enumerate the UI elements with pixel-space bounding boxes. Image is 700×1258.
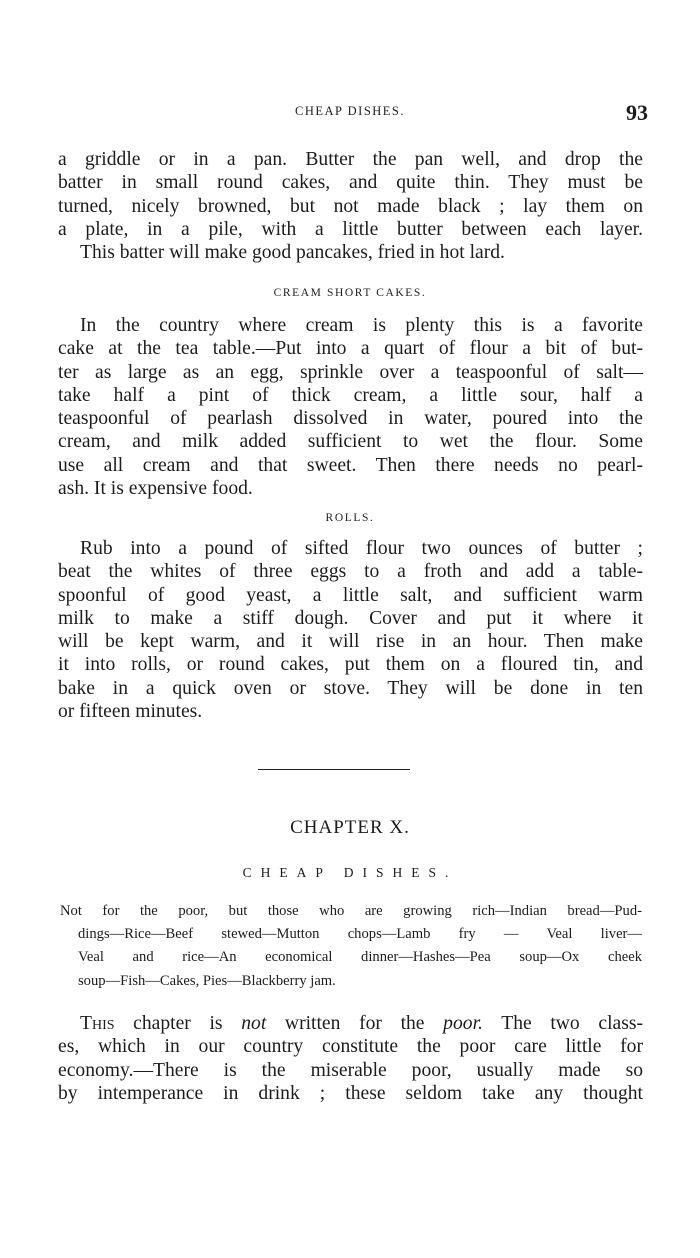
text-line: beat the whites of three eggs to a froth and add a table- [58, 561, 643, 583]
paragraph-rolls [58, 537, 643, 723]
text-line: spoonful of good yeast, a little salt, and sufficient warm [58, 584, 643, 606]
text-line: In the country where cream is plenty this is a favorite [80, 315, 643, 336]
summary-line: soup—Fish—Cakes, Pies—Blackberry jam. [78, 972, 336, 989]
text-line: it into rolls, or round cakes, put them on a floured tin, and [58, 654, 643, 676]
text-line: ash. It is expensive food. [58, 478, 253, 500]
chapter-summary [60, 900, 642, 993]
running-title: CHEAP DISHES. [294, 104, 406, 118]
text-line: bake in a quick oven or stove. They will be done in ten [58, 677, 643, 699]
text-line: by intemperance in drink ; these seldom take any thought [58, 1082, 643, 1104]
chapter-subtitle: CHEAP DISHES. [242, 865, 458, 880]
text-line: cream, and milk added sufficient to wet the flour. Some [58, 431, 643, 453]
text-line [58, 1012, 643, 1035]
chapter-title: CHAPTER X. [290, 817, 410, 838]
section-heading-cream-short-cakes: CREAM SHORT CAKES. [273, 287, 427, 299]
text-line: This batter will make good pancakes, fried in hot lard. [80, 242, 505, 264]
text-fragment: chapter is [114, 1013, 242, 1034]
section-divider [258, 769, 410, 770]
first-word: This [80, 1013, 115, 1034]
summary-line: dings—Rice—Beef stewed—Mutton chops—Lamb fry — Veal liver— [78, 926, 642, 943]
section-heading-rolls: ROLLS. [325, 512, 375, 524]
text-line: turned, nicely browned, but not made black ; lay them on [58, 195, 643, 217]
page-number: 93 [626, 100, 648, 125]
text-line: economy.—There is the miserable poor, usually made so [58, 1059, 643, 1081]
text-line: a griddle or in a pan. Butter the pan well, and drop the [58, 149, 643, 170]
text-line: use all cream and that sweet. Then there needs no pearl- [58, 454, 643, 476]
text-fragment: written for the [266, 1013, 444, 1034]
text-line: take half a pint of thick cream, a little sour, half a [58, 384, 643, 406]
paragraph-pancakes [58, 148, 643, 264]
text-line: ter as large as an egg, sprinkle over a teaspoonful of salt— [58, 361, 643, 383]
emphasis-text: not [241, 1013, 267, 1034]
emphasis-text: poor. [443, 1013, 483, 1034]
text-fragment: The two class- [482, 1013, 643, 1034]
text-line: cake at the tea table.—Put into a quart of flour a bit of but- [58, 338, 643, 360]
text-line: batter in small round cakes, and quite thin. They must be [58, 172, 643, 194]
text-line: es, which in our country constitute the poor care little for [58, 1036, 643, 1058]
text-line: teaspoonful of pearlash dissolved in water, poured into the [58, 408, 643, 430]
paragraph-cream-short-cakes [58, 314, 643, 500]
text-line: a plate, in a pile, with a little butter between each layer. [58, 218, 643, 240]
summary-line: Not for the poor, but those who are growing rich—Indian bread—Pud- [60, 903, 642, 919]
text-line: milk to make a stiff dough. Cover and put it where it [58, 607, 643, 629]
paragraph-intro [58, 1012, 643, 1105]
text-line: will be kept warm, and it will rise in an hour. Then make [58, 631, 643, 653]
text-line: or fifteen minutes. [58, 701, 203, 723]
summary-line: Veal and rice—An economical dinner—Hashes—Pea soup—Ox cheek [78, 949, 642, 966]
text-line: Rub into a pound of sifted flour two ounces of butter ; [80, 538, 643, 559]
